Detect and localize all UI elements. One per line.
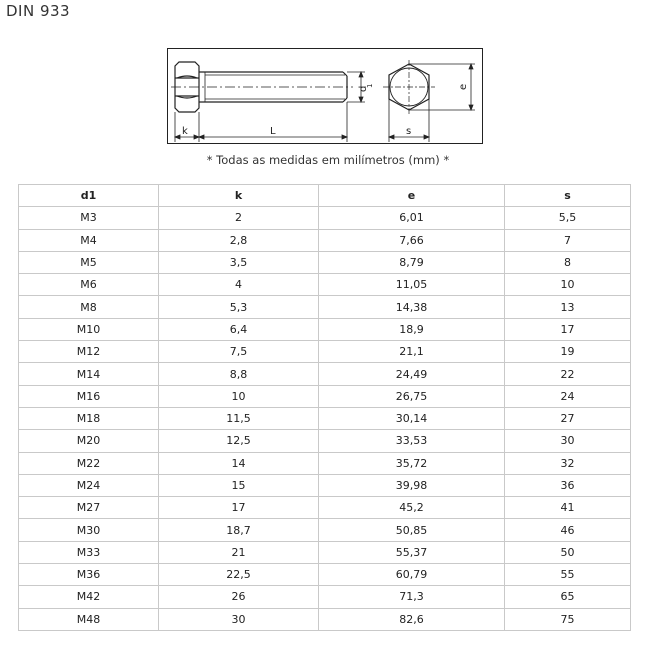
table-row [19,251,631,273]
cell-s: 8 [505,251,631,273]
din933-dimensions-table [18,184,631,631]
page-title: DIN 933 [6,2,71,20]
cell-d1: M42 [19,586,159,608]
table-row [19,407,631,429]
cell-d1: M18 [19,407,159,429]
table-row [19,296,631,318]
column-header-e: e [319,185,505,207]
cell-k: 5,3 [159,296,319,318]
cell-e: 35,72 [319,452,505,474]
cell-e: 18,9 [319,318,505,340]
table-row [19,430,631,452]
table-row [19,497,631,519]
table-row [19,385,631,407]
cell-k: 2 [159,207,319,229]
cell-e: 82,6 [319,608,505,630]
table-row [19,229,631,251]
cell-d1: M30 [19,519,159,541]
cell-e: 33,53 [319,430,505,452]
cell-k: 17 [159,497,319,519]
table-header-row [19,185,631,207]
cell-s: 22 [505,363,631,385]
cell-d1: M4 [19,229,159,251]
cell-d1: M24 [19,474,159,496]
k-label: k [182,126,188,137]
cell-s: 55 [505,564,631,586]
cell-s: 30 [505,430,631,452]
cell-k: 11,5 [159,407,319,429]
cell-e: 8,79 [319,251,505,273]
table-row [19,207,631,229]
table-row [19,452,631,474]
cell-d1: M3 [19,207,159,229]
table-row [19,541,631,563]
table-row [19,608,631,630]
cell-e: 26,75 [319,385,505,407]
cell-k: 8,8 [159,363,319,385]
L-label: L [270,126,276,137]
table-row [19,564,631,586]
table-row [19,519,631,541]
cell-s: 50 [505,541,631,563]
s-label: s [406,126,412,137]
cell-s: 7 [505,229,631,251]
cell-e: 45,2 [319,497,505,519]
cell-k: 12,5 [159,430,319,452]
cell-k: 7,5 [159,341,319,363]
cell-d1: M36 [19,564,159,586]
cell-d1: M6 [19,274,159,296]
cell-s: 41 [505,497,631,519]
cell-d1: M10 [19,318,159,340]
cell-e: 24,49 [319,363,505,385]
cell-e: 7,66 [319,229,505,251]
table-row [19,341,631,363]
cell-d1: M22 [19,452,159,474]
cell-e: 50,85 [319,519,505,541]
cell-k: 2,8 [159,229,319,251]
units-note: * Todas as medidas em milímetros (mm) * [206,153,450,167]
cell-k: 10 [159,385,319,407]
cell-d1: M8 [19,296,159,318]
column-header-k: k [159,185,319,207]
cell-s: 36 [505,474,631,496]
cell-s: 27 [505,407,631,429]
bolt-technical-drawing [167,48,483,144]
cell-d1: M33 [19,541,159,563]
table-row [19,363,631,385]
cell-e: 14,38 [319,296,505,318]
cell-s: 46 [505,519,631,541]
cell-d1: M16 [19,385,159,407]
table-row [19,474,631,496]
d1-subscript: 1 [366,83,374,88]
cell-e: 55,37 [319,541,505,563]
column-header-d1: d1 [19,185,159,207]
table-row [19,586,631,608]
cell-e: 21,1 [319,341,505,363]
cell-s: 75 [505,608,631,630]
cell-k: 15 [159,474,319,496]
cell-d1: M14 [19,363,159,385]
table-row [19,274,631,296]
cell-e: 30,14 [319,407,505,429]
cell-d1: M12 [19,341,159,363]
cell-k: 3,5 [159,251,319,273]
d1-label: d [358,85,369,92]
column-header-s: s [505,185,631,207]
cell-s: 13 [505,296,631,318]
cell-k: 21 [159,541,319,563]
cell-e: 39,98 [319,474,505,496]
cell-s: 19 [505,341,631,363]
cell-e: 60,79 [319,564,505,586]
cell-s: 10 [505,274,631,296]
table-row [19,318,631,340]
cell-d1: M48 [19,608,159,630]
cell-k: 30 [159,608,319,630]
cell-d1: M20 [19,430,159,452]
cell-k: 22,5 [159,564,319,586]
e-label: e [458,83,469,90]
cell-k: 6,4 [159,318,319,340]
cell-e: 6,01 [319,207,505,229]
cell-s: 24 [505,385,631,407]
cell-s: 17 [505,318,631,340]
cell-e: 11,05 [319,274,505,296]
cell-k: 4 [159,274,319,296]
cell-e: 71,3 [319,586,505,608]
cell-k: 18,7 [159,519,319,541]
cell-s: 65 [505,586,631,608]
cell-d1: M27 [19,497,159,519]
cell-s: 5,5 [505,207,631,229]
cell-s: 32 [505,452,631,474]
cell-k: 14 [159,452,319,474]
cell-d1: M5 [19,251,159,273]
cell-k: 26 [159,586,319,608]
